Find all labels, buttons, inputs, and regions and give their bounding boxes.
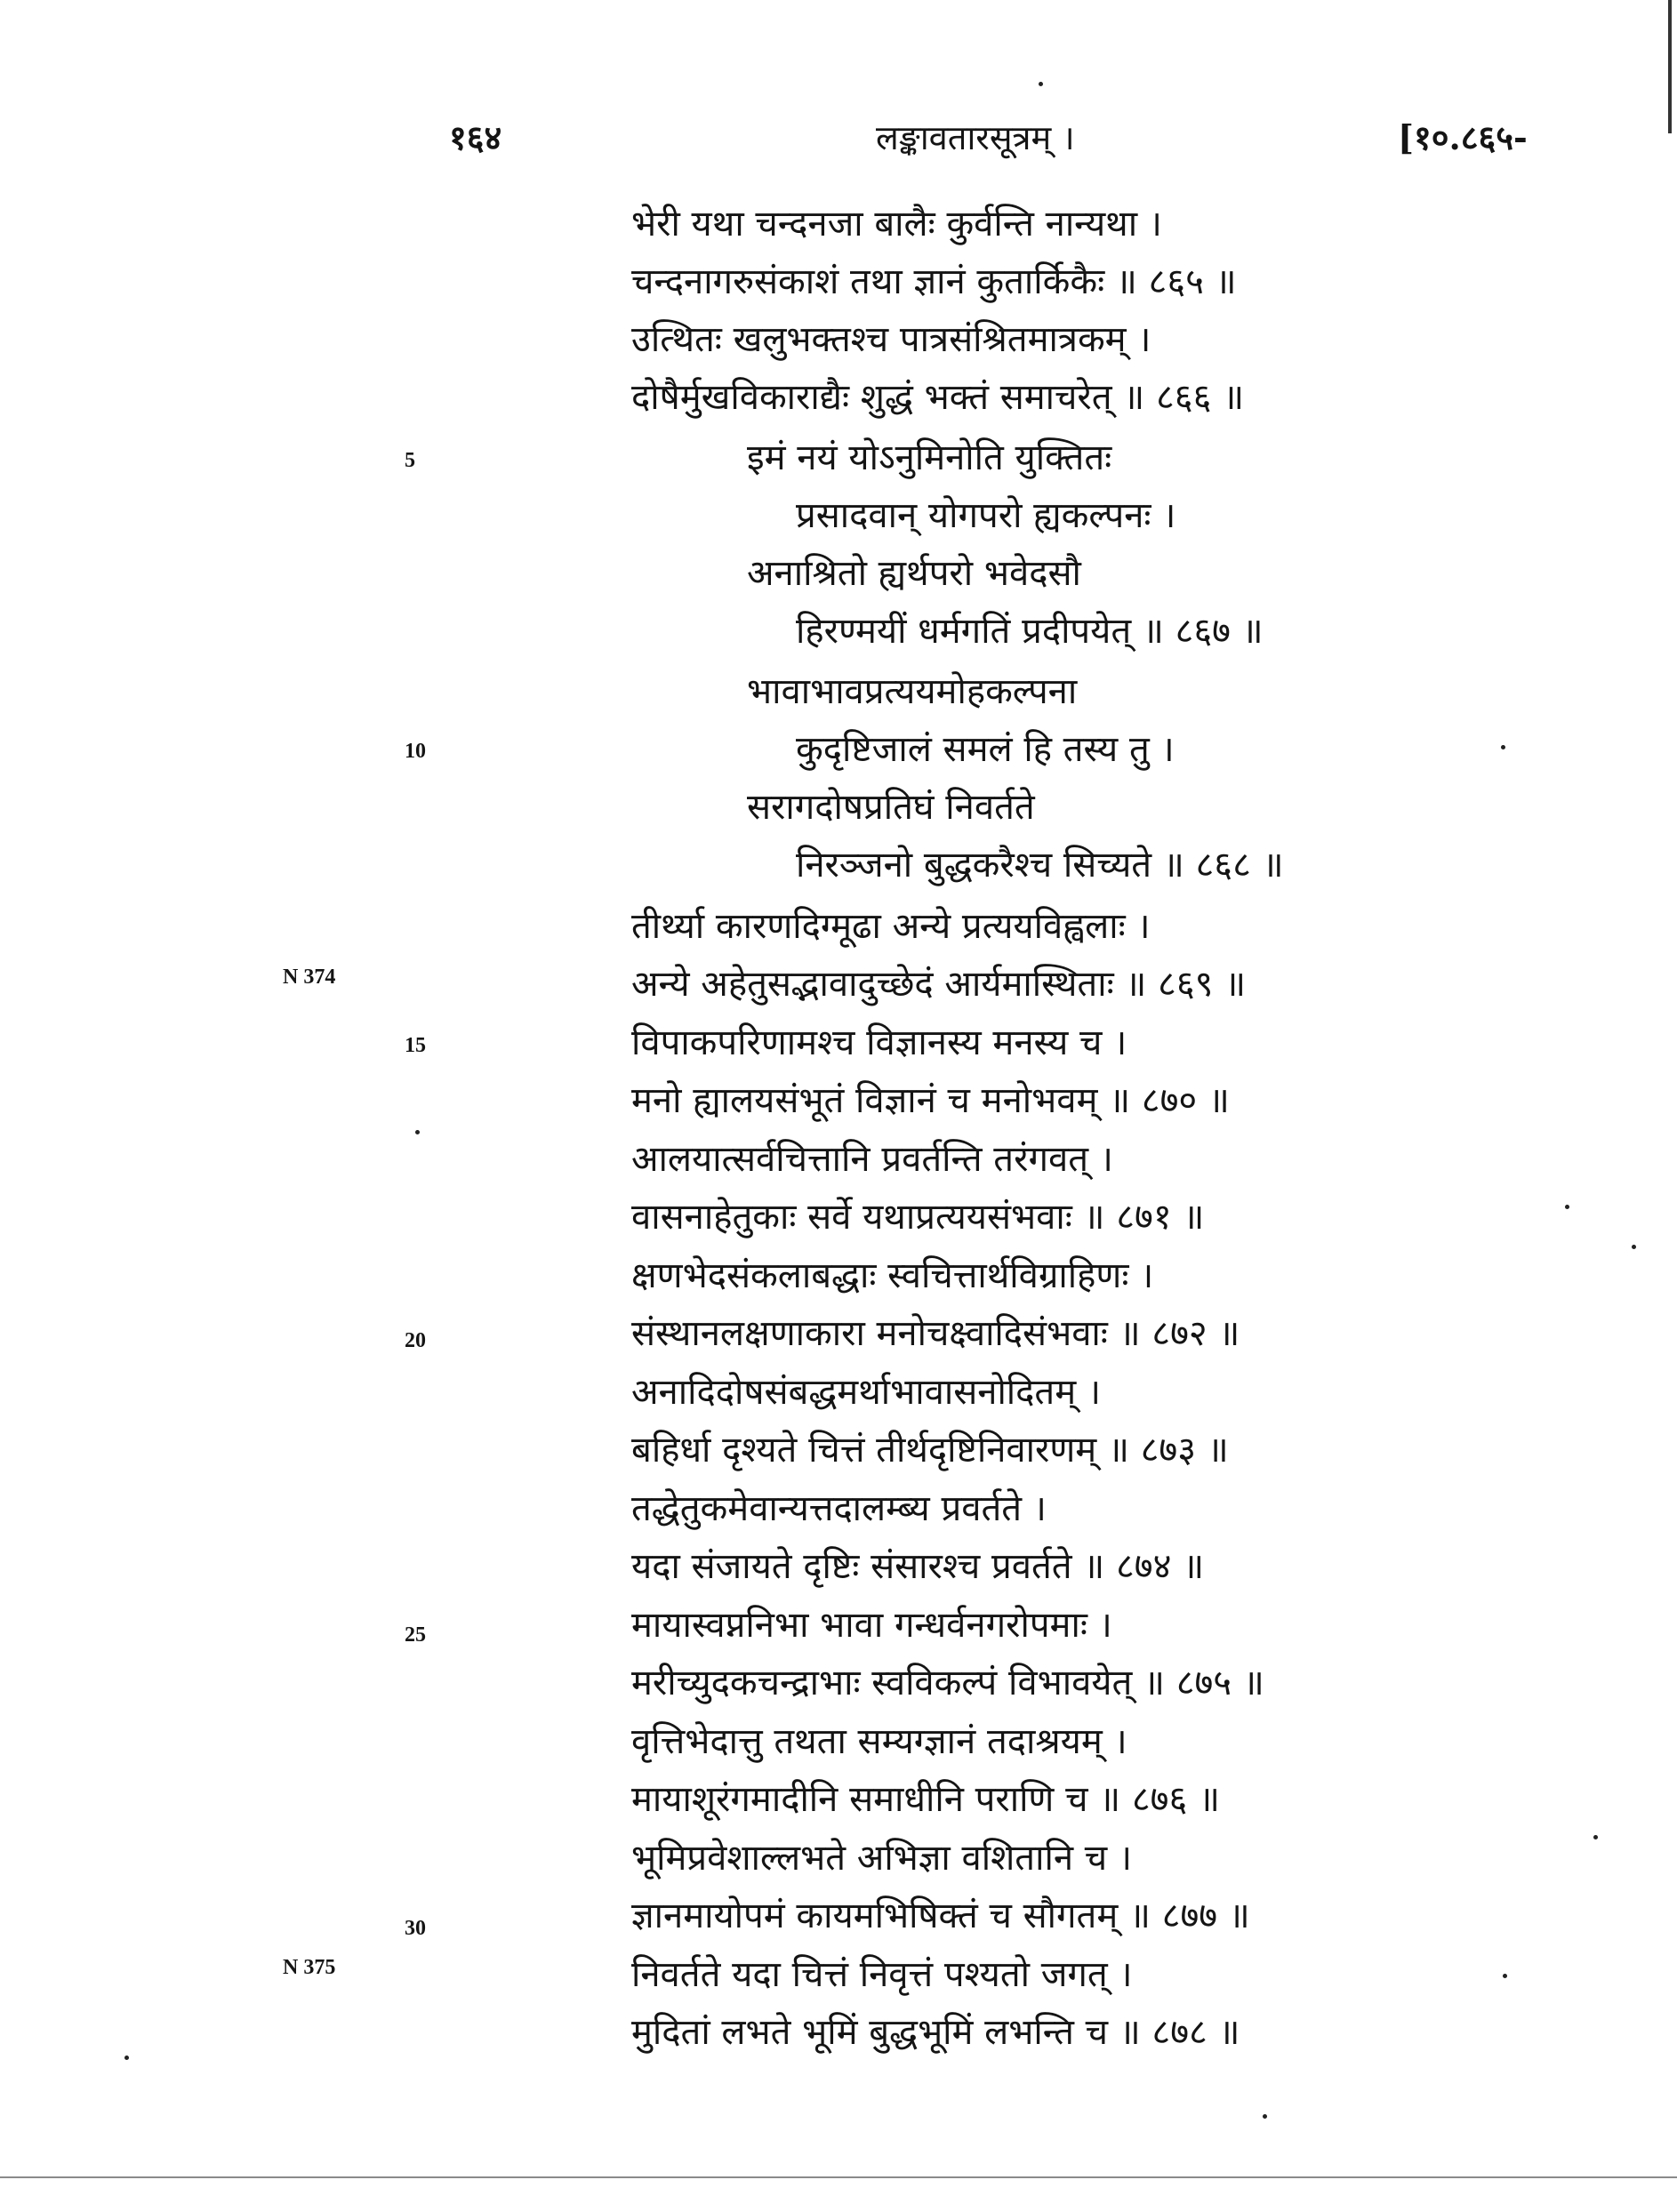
text-line: तद्धेतुकमेवान्यत्तदालम्ब्य प्रवर्तते । (631, 1488, 1047, 1529)
text-line: अनादिदोषसंबद्धमर्थाभावासनोदितम् । (631, 1372, 1101, 1413)
text-line: क्षणभेदसंकलाबद्धाः स्वचित्तार्थविग्राहिणः । (631, 1255, 1154, 1296)
text-line: मायाशूरंगमादीनि समाधीनि पराणि च ॥ ८७६ ॥ (631, 1779, 1220, 1820)
text-line: इमं नयं योऽनुमिनोति युक्तितः (747, 437, 1112, 478)
text-line: दोषैर्मुखविकाराद्यैः शुद्धं भक्तं समाचरेत् ॥ ८६६ ॥ (631, 377, 1245, 418)
text-line: भूमिप्रवेशाल्लभते अभिज्ञा वशितानि च । (631, 1838, 1133, 1879)
text-line: सरागदोषप्रतिघं निवर्तते (747, 787, 1035, 828)
margin-reference: N 375 (283, 1956, 336, 1979)
text-line: यदा संजायते दृष्टिः संसारश्च प्रवर्तते ॥ ८७४ ॥ (631, 1546, 1205, 1587)
text-line: अनाश्रितो ह्यर्थपरो भवेदसौ (747, 553, 1081, 594)
ink-speck (1503, 1974, 1507, 1978)
text-line: मायास्वप्ननिभा भावा गन्धर्वनगरोपमाः । (631, 1605, 1112, 1646)
running-title: लङ्कावतारसूत्रम् । (876, 118, 1075, 157)
ink-speck (415, 1130, 420, 1134)
ink-speck (1501, 745, 1505, 749)
text-line: चन्दनागरुसंकाशं तथा ज्ञानं कुतार्किकैः ॥ ८६५ ॥ (631, 261, 1237, 302)
ink-speck (1593, 1835, 1598, 1839)
margin-reference: N 374 (283, 966, 336, 989)
text-line: विपाकपरिणामश्च विज्ञानस्य मनस्य च । (631, 1022, 1127, 1063)
text-line: मनो ह्यालयसंभूतं विज्ञानं च मनोभवम् ॥ ८७० ॥ (631, 1080, 1230, 1121)
text-line: अन्ये अहेतुसद्भावादुच्छेदं आर्यमास्थिताः ॥ ८६९ ॥ (631, 964, 1247, 1005)
ink-speck (1565, 1205, 1569, 1209)
text-line: हिरण्मयीं धर्मगतिं प्रदीपयेत् ॥ ८६७ ॥ (796, 611, 1264, 652)
line-number: 20 (405, 1329, 426, 1352)
bottom-rule (0, 2176, 1677, 2178)
text-line: प्रसादवान् योगपरो ह्यकल्पनः । (796, 495, 1176, 536)
text-line: कुदृष्टिजालं समलं हि तस्य तु । (796, 729, 1175, 770)
text-line: वासनाहेतुकाः सर्वे यथाप्रत्ययसंभवाः ॥ ८७१ ॥ (631, 1197, 1205, 1238)
line-number: 25 (405, 1623, 426, 1647)
text-line: ज्ञानमायोपमं कायमभिषिक्तं च सौगतम् ॥ ८७७ ॥ (631, 1895, 1250, 1936)
text-line: निवर्तते यदा चित्तं निवृत्तं पश्यतो जगत् । (631, 1954, 1133, 1995)
verse-reference: [१०.८६५- (1398, 117, 1528, 157)
text-line: उत्थितः खलुभक्तश्च पात्रसंश्रितमात्रकम् । (631, 319, 1151, 360)
text-line: भावाभावप्रत्ययमोहकल्पना (747, 671, 1078, 712)
line-number: 15 (405, 1034, 426, 1057)
line-number: 5 (405, 449, 415, 472)
ink-speck (1039, 82, 1043, 86)
ink-speck (1632, 1245, 1636, 1249)
ink-speck (124, 2056, 129, 2060)
text-line: निरञ्जनो बुद्धकरैश्च सिच्यते ॥ ८६८ ॥ (796, 845, 1284, 886)
text-line: भेरी यथा चन्दनजा बालैः कुर्वन्ति नान्यथा । (631, 204, 1162, 244)
page-number: १६४ (449, 117, 502, 157)
text-line: मुदितां लभते भूमिं बुद्धभूमिं लभन्ति च ॥ ८७८ ॥ (631, 2012, 1240, 2053)
text-line: बहिर्धा दृश्यते चित्तं तीर्थदृष्टिनिवारणम् ॥ ८७३ ॥ (631, 1430, 1229, 1471)
line-number: 10 (405, 740, 426, 763)
ink-speck (1263, 2114, 1267, 2119)
text-line: संस्थानलक्षणाकारा मनोचक्ष्वादिसंभवाः ॥ ८७२ ॥ (631, 1313, 1240, 1354)
text-line: तीर्थ्या कारणदिग्मूढा अन्ये प्रत्ययविह्वलाः । (631, 906, 1151, 947)
text-line: वृत्तिभेदात्तु तथता सम्यग्ज्ञानं तदाश्रयम् । (631, 1721, 1127, 1762)
line-number: 30 (405, 1917, 426, 1940)
text-line: मरीच्युदकचन्द्राभाः स्वविकल्पं विभावयेत् ॥ ८७५ ॥ (631, 1663, 1264, 1703)
text-line: आलयात्सर्वचित्तानि प्रवर्तन्ति तरंगवत् । (631, 1139, 1113, 1180)
scan-edge-mark (1668, 0, 1672, 133)
